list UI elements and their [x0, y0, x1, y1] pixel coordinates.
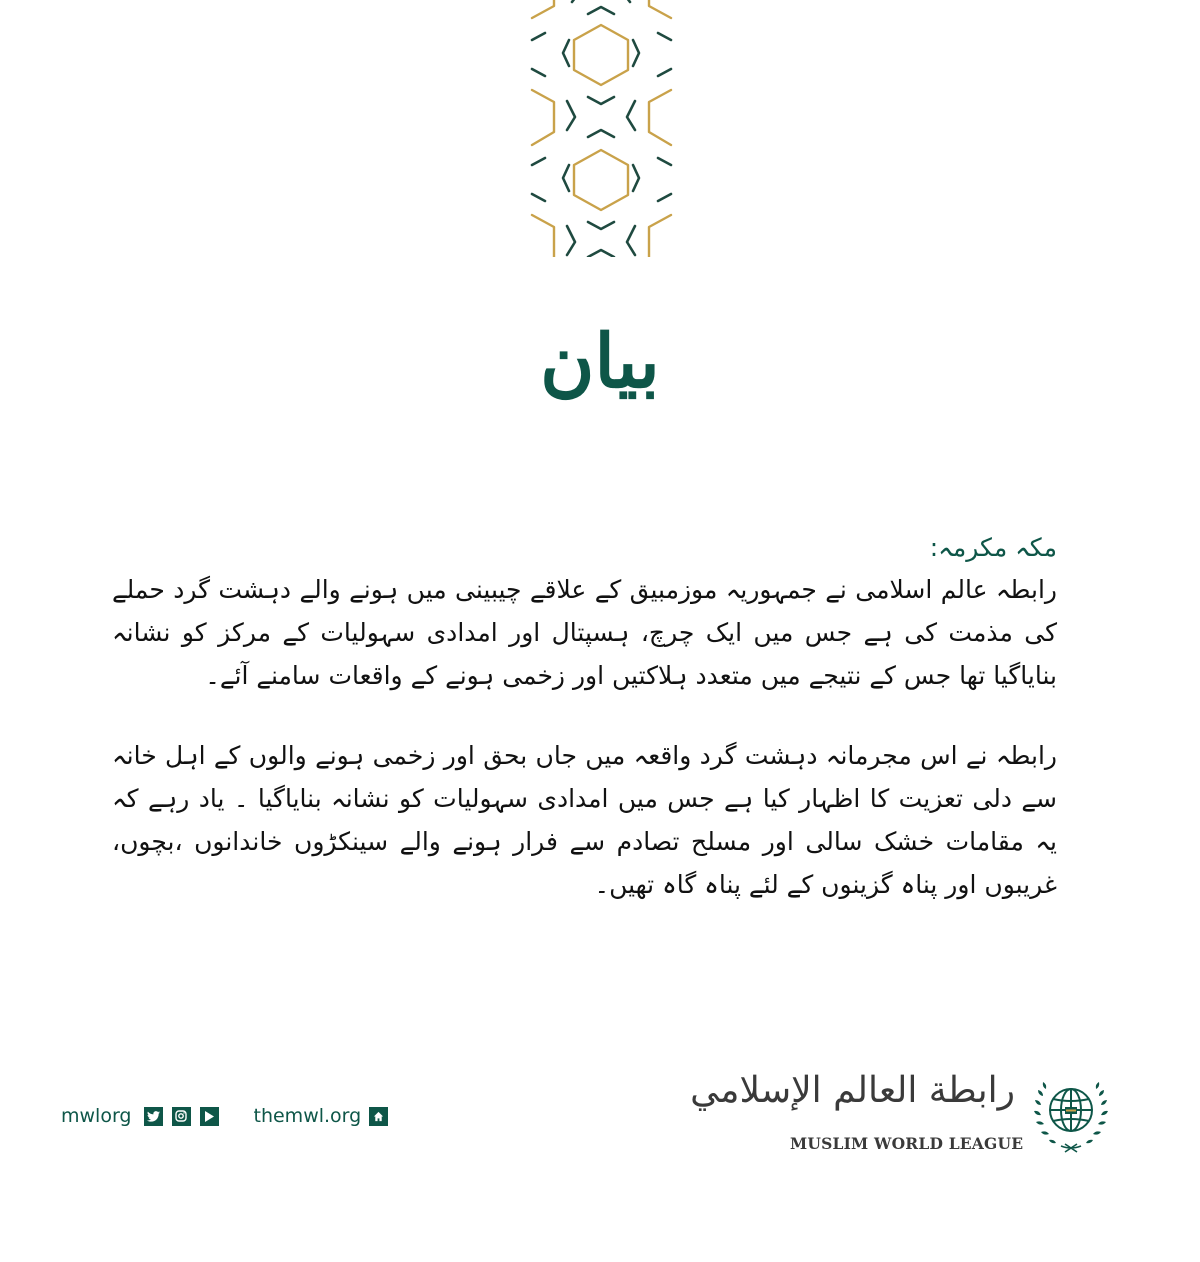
paragraph-1: رابطہ عالم اسلامی نے جمہوریہ موزمبیق کے علاقے چیبینی میں ہونے والے دہشت گرد حملے کی مذمت کی ہے جس میں ایک چرچ، ہسپتال اور امدادی سہولیات کے مرکز کو نشانہ بنایاگیا تھا جس کے نتیجے میں متعدد ہلاکتیں اور زخمی ہونے کے واقعات سامنے آئے۔ — [112, 575, 1057, 690]
instagram-icon[interactable] — [172, 1107, 191, 1126]
logo-arabic-name: رابطة العالم الإسلامي — [690, 1070, 1015, 1111]
website-link[interactable]: themwl.org — [253, 1105, 362, 1127]
page-title: بیان — [540, 319, 660, 405]
logo-english-name: MUSLIM WORLD LEAGUE — [790, 1134, 1024, 1153]
paragraph-2: رابطہ نے اس مجرمانہ دہشت گرد واقعہ میں جاں بحق اور زخمی ہونے والوں کے اہل خانہ سے دلی تعزیت کا اظہار کیا ہے جس میں امدادی سہولیات کو نشانہ بنایاگیا ۔ یاد رہے کہ یہ مقامات خشک سالی اور مسلح تصادم سے فرار ہونے والے سینکڑوں خاندانوں ،بچوں، غریبوں اور پناہ گزینوں کے لئے پناہ گاہ تھیں۔ — [112, 741, 1057, 899]
mwl-logo — [690, 1068, 1113, 1158]
globe-laurel-emblem-icon — [1031, 1072, 1111, 1154]
dateline: مکہ مکرمہ: — [929, 533, 1057, 562]
statement-body — [112, 528, 1057, 906]
youtube-play-icon[interactable] — [200, 1107, 219, 1126]
decorative-geometric-pattern — [530, 0, 673, 257]
social-handle[interactable]: mwlorg — [61, 1105, 132, 1127]
home-icon[interactable] — [369, 1107, 388, 1126]
footer-links — [61, 1105, 397, 1127]
twitter-icon[interactable] — [144, 1107, 163, 1126]
